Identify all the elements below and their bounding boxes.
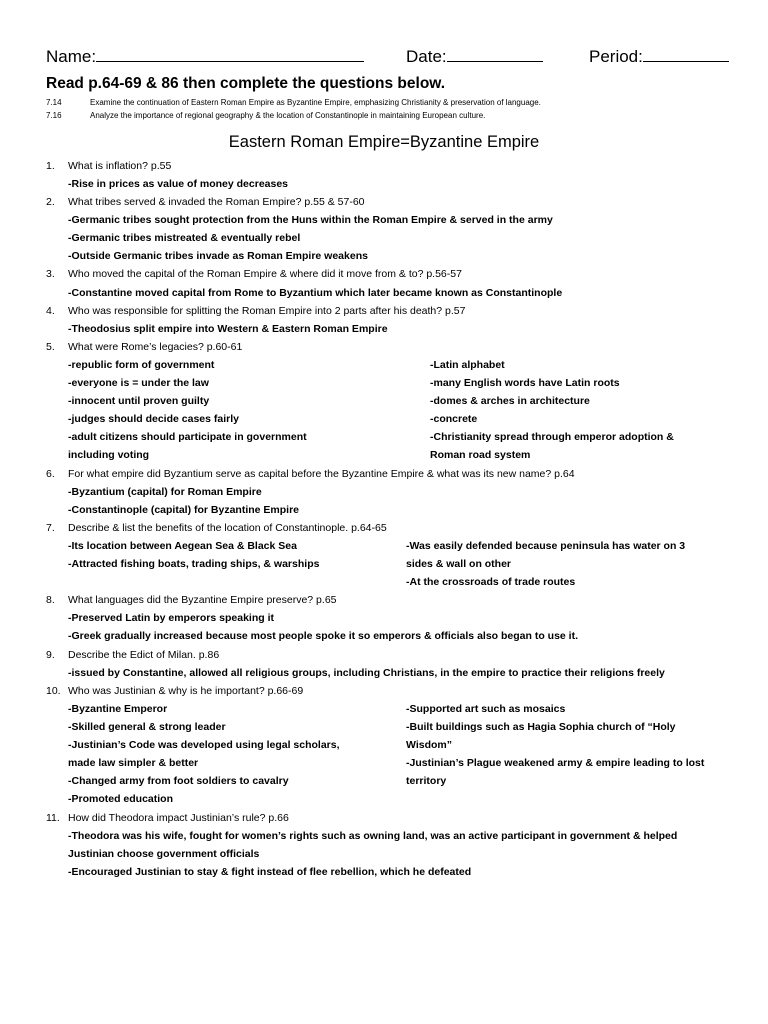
answer-line: -Outside Germanic tribes invade as Roman Empire weakens xyxy=(68,250,368,262)
answer-line: Roman road system xyxy=(430,449,531,461)
answer-line: -Its location between Aegean Sea & Black Sea xyxy=(68,540,297,552)
question-item xyxy=(46,268,462,280)
period-field[interactable] xyxy=(589,46,729,67)
question-text: What were Rome’s legacies? p.60-61 xyxy=(68,341,243,353)
answer-line: -Theodora was his wife, fought for women’s rights such as owning land, was an active participant in government & helped xyxy=(68,830,678,842)
answer-line: -Constantinople (capital) for Byzantine Empire xyxy=(68,504,300,516)
answer-line: -many English words have Latin roots xyxy=(430,377,620,389)
question-number: 9. xyxy=(46,649,55,661)
answer-line: -Was easily defended because peninsula has water on 3 xyxy=(406,540,686,552)
answer-line: Wisdom” xyxy=(406,739,452,751)
question-item xyxy=(46,196,365,208)
question-text: For what empire did Byzantium serve as capital before the Byzantine Empire & what was its new name? p.64 xyxy=(68,468,575,480)
answer-line: -judges should decide cases fairly xyxy=(68,413,239,425)
question-text: What is inflation? p.55 xyxy=(68,160,172,172)
standard-code: 7.16 xyxy=(46,111,62,120)
answer-line: -Justinian’s Code was developed using legal scholars, xyxy=(68,739,340,751)
answer-line: -Promoted education xyxy=(68,793,174,805)
answer-line: -Byzantium (capital) for Roman Empire xyxy=(68,486,262,498)
answer-line: -Built buildings such as Hagia Sophia church of “Holy xyxy=(406,721,676,733)
standard-code: 7.14 xyxy=(46,98,62,107)
question-number: 3. xyxy=(46,268,55,280)
answer-line: -Byzantine Emperor xyxy=(68,703,168,715)
page-title: Eastern Roman Empire=Byzantine Empire xyxy=(228,133,540,151)
question-item xyxy=(46,812,289,824)
question-item xyxy=(46,685,303,697)
question-number: 11. xyxy=(46,812,60,824)
question-number: 7. xyxy=(46,522,55,534)
name-label: Name: xyxy=(46,47,97,66)
question-text: What tribes served & invaded the Roman Empire? p.55 & 57-60 xyxy=(68,196,365,208)
date-label: Date: xyxy=(406,47,447,66)
answer-line: -issued by Constantine, allowed all religious groups, including Christians, in the empire to practice their religions freely xyxy=(68,667,665,679)
date-field[interactable] xyxy=(406,46,543,67)
answer-line: -Encouraged Justinian to stay & fight instead of flee rebellion, which he defeated xyxy=(68,866,472,878)
answer-line: -Preserved Latin by emperors speaking it xyxy=(68,612,274,624)
answer-line: -Latin alphabet xyxy=(430,359,505,371)
answer-line: territory xyxy=(406,775,447,787)
answer-line: including voting xyxy=(68,449,150,461)
question-item xyxy=(46,649,219,661)
question-item xyxy=(46,305,465,317)
answer-line: -innocent until proven guilty xyxy=(68,395,210,407)
name-field[interactable] xyxy=(46,46,364,67)
question-item xyxy=(46,594,337,606)
answer-line: -Changed army from foot soldiers to cavalry xyxy=(68,775,289,787)
answer-line: -Justinian’s Plague weakened army & empire leading to lost xyxy=(406,757,705,769)
answer-line: -Attracted fishing boats, trading ships, & warships xyxy=(68,558,320,570)
question-number: 6. xyxy=(46,468,55,480)
standard-text: Examine the continuation of Eastern Roman Empire as Byzantine Empire, emphasizing Christianity & preservation of language. xyxy=(90,98,541,107)
question-text: What languages did the Byzantine Empire preserve? p.65 xyxy=(68,594,337,606)
question-text: Who was Justinian & why is he important? p.66-69 xyxy=(68,685,304,697)
question-text: Describe & list the benefits of the location of Constantinople. p.64-65 xyxy=(68,522,387,534)
question-text: How did Theodora impact Justinian’s rule? p.66 xyxy=(68,812,289,824)
question-item xyxy=(46,468,575,480)
answer-line: -everyone is = under the law xyxy=(68,377,209,389)
answer-line: -Germanic tribes sought protection from the Huns within the Roman Empire & served in the army xyxy=(68,214,553,226)
question-number: 4. xyxy=(46,305,55,317)
question-number: 8. xyxy=(46,594,55,606)
question-number: 2. xyxy=(46,196,55,208)
answer-line: -republic form of government xyxy=(68,359,215,371)
answer-line: made law simpler & better xyxy=(68,757,199,769)
question-item xyxy=(46,341,242,353)
answer-line: -adult citizens should participate in government xyxy=(68,431,307,443)
answer-line: -Rise in prices as value of money decreases xyxy=(68,178,289,190)
reading-instructions: Read p.64-69 & 86 then complete the questions below. xyxy=(46,75,446,92)
answer-line: -Constantine moved capital from Rome to Byzantium which later became known as Constantinople xyxy=(68,287,563,299)
answer-line: -domes & arches in architecture xyxy=(430,395,590,407)
standard-item xyxy=(46,111,485,120)
question-item xyxy=(46,522,387,534)
question-number: 1. xyxy=(46,160,55,172)
answer-line: -Supported art such as mosaics xyxy=(406,703,566,715)
standard-item xyxy=(46,98,541,107)
question-text: Who was responsible for splitting the Roman Empire into 2 parts after his death? p.57 xyxy=(68,305,466,317)
answer-line: -Christianity spread through emperor adoption & xyxy=(430,431,674,443)
question-number: 10. xyxy=(46,685,61,697)
answer-line: Justinian choose government officials xyxy=(68,848,260,860)
question-number: 5. xyxy=(46,341,55,353)
standard-text: Analyze the importance of regional geography & the location of Constantinople in maintaining European culture. xyxy=(90,111,486,120)
date-blank xyxy=(447,46,543,62)
answer-line: -Skilled general & strong leader xyxy=(68,721,226,733)
question-text: Describe the Edict of Milan. p.86 xyxy=(68,649,220,661)
answer-line: -Theodosius split empire into Western & Eastern Roman Empire xyxy=(68,323,388,335)
answer-line: sides & wall on other xyxy=(406,558,512,570)
period-blank xyxy=(643,46,729,62)
question-item xyxy=(46,160,171,172)
answer-line: -At the crossroads of trade routes xyxy=(406,576,576,588)
question-text: Who moved the capital of the Roman Empire & where did it move from & to? p.56-57 xyxy=(68,268,462,280)
answer-line: -Greek gradually increased because most people spoke it so emperors & officials also began to use it. xyxy=(68,630,578,642)
period-label: Period: xyxy=(589,47,643,66)
name-blank xyxy=(96,46,364,62)
answer-line: -Germanic tribes mistreated & eventually rebel xyxy=(68,232,301,244)
answer-line: -concrete xyxy=(430,413,478,425)
